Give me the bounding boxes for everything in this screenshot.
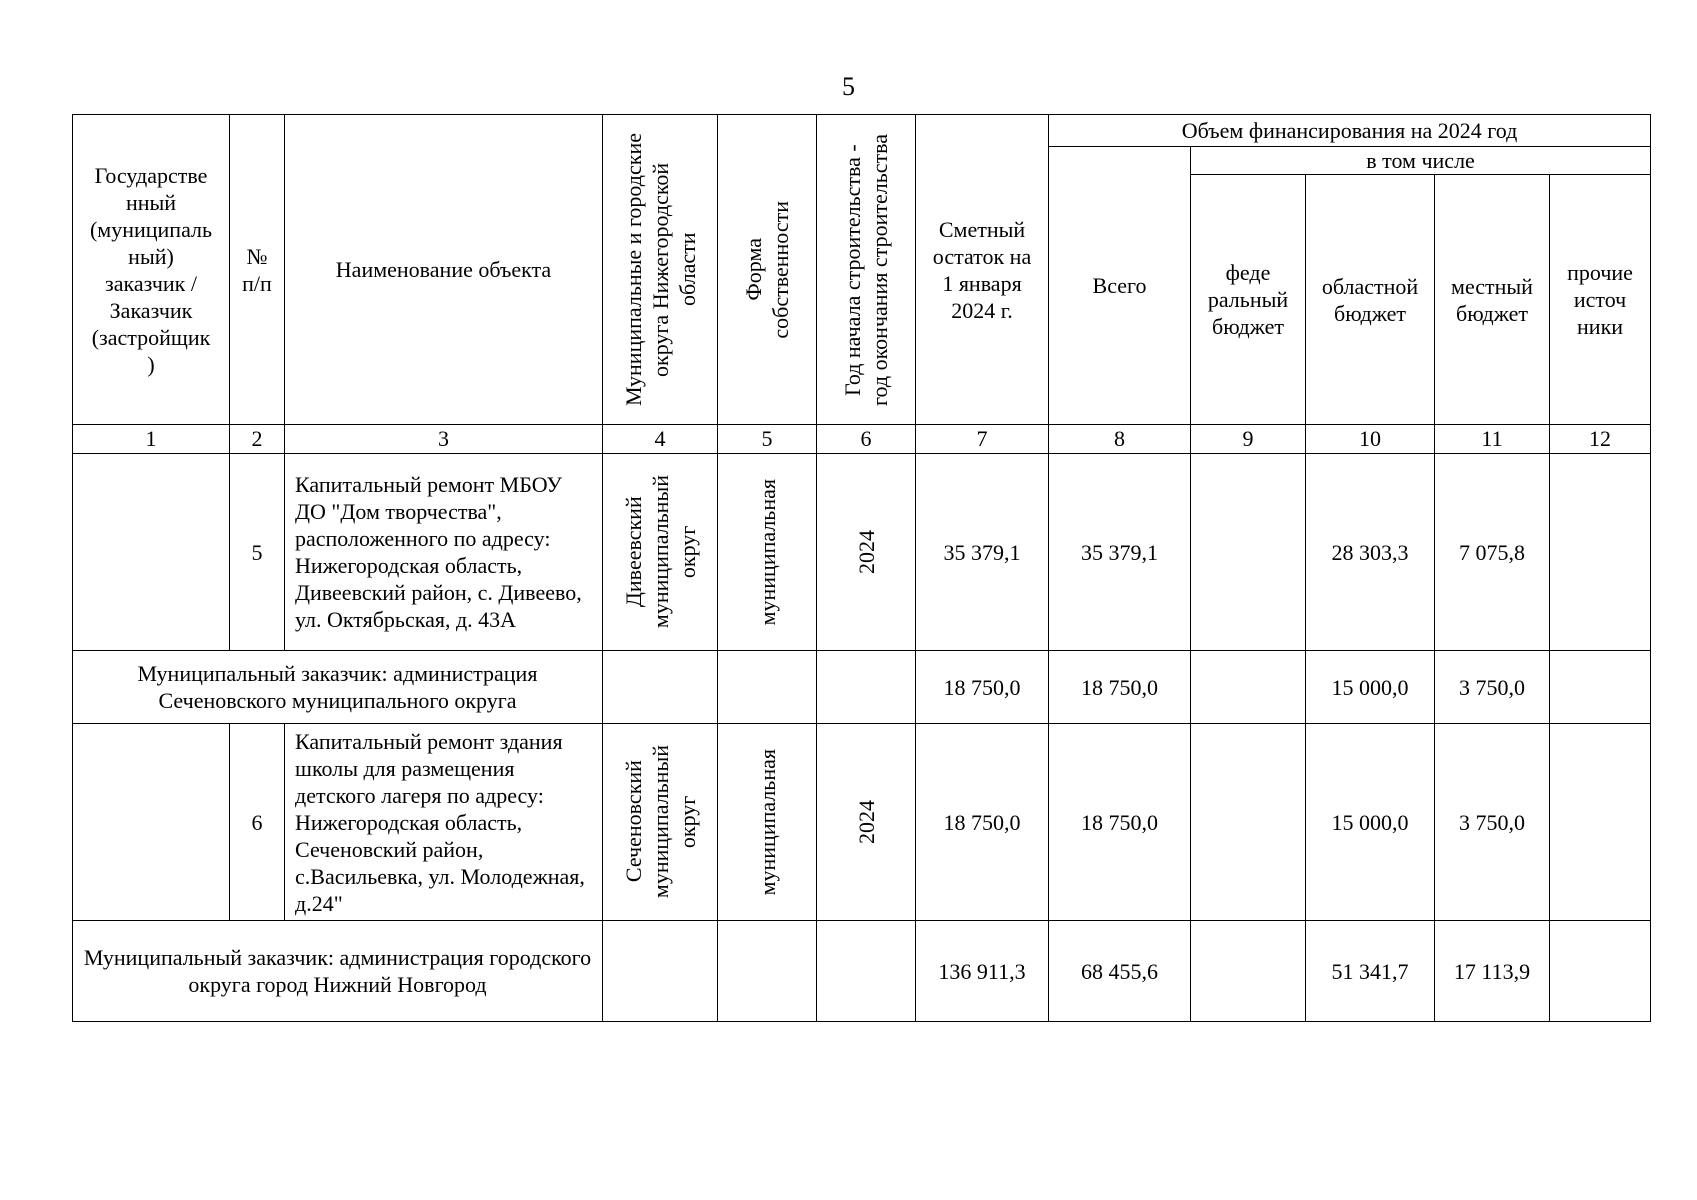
object-name: Капитальный ремонт МБОУ ДО "Дом творчества", расположенного по адресу: Нижегородская область, Дивеевский район, с. Дивеево, ул. Октябрьская, д. 43А (285, 454, 603, 651)
balance-cell: 18 750,0 (916, 651, 1049, 724)
total-cell: 35 379,1 (1049, 454, 1191, 651)
local-cell: 17 113,9 (1435, 921, 1550, 1022)
header-total: Всего (1049, 147, 1191, 425)
column-numbers-row (73, 425, 1651, 454)
row-num: 5 (230, 454, 285, 651)
years-cell: 2024 (817, 724, 916, 921)
column-number: 4 (603, 425, 718, 454)
table-row (73, 454, 1651, 651)
regional-cell: 28 303,3 (1306, 454, 1435, 651)
header-customer: Государстве нный (муниципаль ный) заказчик / Заказчик (застройщик ) (73, 115, 230, 425)
header-other: прочие источ ники (1550, 175, 1651, 425)
customer-cell (73, 724, 230, 921)
balance-cell: 18 750,0 (916, 724, 1049, 921)
header-ownership: Форма собственности (718, 115, 817, 425)
column-number: 12 (1550, 425, 1651, 454)
total-cell: 68 455,6 (1049, 921, 1191, 1022)
municipal-cell: Дивеевский муниципальный округ (603, 454, 718, 651)
customer-summary: Муниципальный заказчик: администрация городского округа город Нижний Новгород (73, 921, 603, 1022)
balance-cell: 35 379,1 (916, 454, 1049, 651)
federal-cell (1191, 651, 1306, 724)
customer-summary: Муниципальный заказчик: администрация Сеченовского муниципального округа (73, 651, 603, 724)
local-cell: 3 750,0 (1435, 651, 1550, 724)
column-number: 1 (73, 425, 230, 454)
header-num: № п/п (230, 115, 285, 425)
balance-cell: 136 911,3 (916, 921, 1049, 1022)
other-cell (1550, 454, 1651, 651)
header-regional: областной бюджет (1306, 175, 1435, 425)
column-number: 9 (1191, 425, 1306, 454)
federal-cell (1191, 724, 1306, 921)
header-years: Год начала строительства - год окончания строительства (817, 115, 916, 425)
years-cell: 2024 (817, 454, 916, 651)
header-including: в том числе (1191, 147, 1651, 175)
table-row (73, 724, 1651, 921)
total-cell: 18 750,0 (1049, 724, 1191, 921)
header-municipal: Муниципальные и городские округа Нижегородской области (603, 115, 718, 425)
header-row-1 (73, 115, 1651, 147)
regional-cell: 15 000,0 (1306, 724, 1435, 921)
federal-cell (1191, 921, 1306, 1022)
customer-row (73, 651, 1651, 724)
column-number: 11 (1435, 425, 1550, 454)
federal-cell (1191, 454, 1306, 651)
municipal-cell (603, 651, 718, 724)
financing-table (72, 114, 1651, 1022)
column-number: 3 (285, 425, 603, 454)
page-number: 5 (842, 72, 855, 101)
regional-cell: 51 341,7 (1306, 921, 1435, 1022)
local-cell: 3 750,0 (1435, 724, 1550, 921)
column-number: 7 (916, 425, 1049, 454)
customer-row (73, 921, 1651, 1022)
header-balance: Сметный остаток на 1 января 2024 г. (916, 115, 1049, 425)
local-cell: 7 075,8 (1435, 454, 1550, 651)
years-cell (817, 921, 916, 1022)
other-cell (1550, 724, 1651, 921)
header-funding: Объем финансирования на 2024 год (1049, 115, 1651, 147)
column-number: 8 (1049, 425, 1191, 454)
ownership-cell: муниципальная (718, 454, 817, 651)
ownership-cell (718, 921, 817, 1022)
other-cell (1550, 651, 1651, 724)
regional-cell: 15 000,0 (1306, 651, 1435, 724)
header-federal: феде ральный бюджет (1191, 175, 1306, 425)
column-number: 10 (1306, 425, 1435, 454)
object-name: Капитальный ремонт здания школы для размещения детского лагеря по адресу: Нижегородская область, Сеченовский район, с.Васильевка, ул. Молодежная, д.24" (285, 724, 603, 921)
column-number: 2 (230, 425, 285, 454)
customer-cell (73, 454, 230, 651)
total-cell: 18 750,0 (1049, 651, 1191, 724)
header-object-name: Наименование объекта (285, 115, 603, 425)
header-local: местный бюджет (1435, 175, 1550, 425)
column-number: 6 (817, 425, 916, 454)
row-num: 6 (230, 724, 285, 921)
column-number: 5 (718, 425, 817, 454)
municipal-cell: Сеченовский муниципальный округ (603, 724, 718, 921)
years-cell (817, 651, 916, 724)
other-cell (1550, 921, 1651, 1022)
ownership-cell: муниципальная (718, 724, 817, 921)
ownership-cell (718, 651, 817, 724)
municipal-cell (603, 921, 718, 1022)
